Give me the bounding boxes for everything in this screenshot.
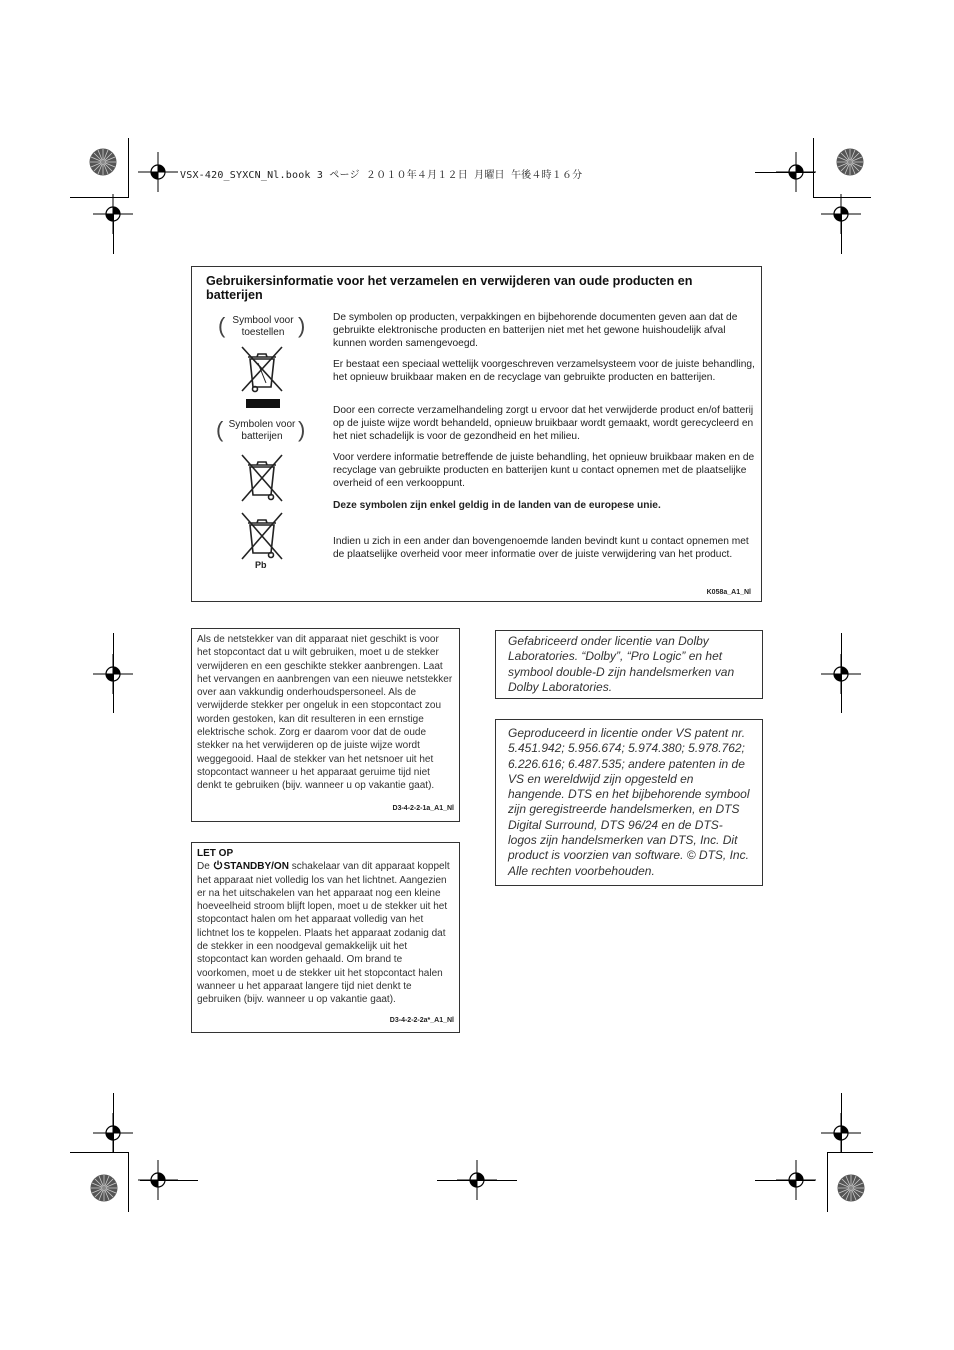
- paren-left: (: [218, 313, 226, 338]
- caution-box: [191, 842, 460, 1033]
- weee-paragraph: Door een correcte verzamelhandeling zorgt u ervoor dat het verwijderde product en/of batterij op de juiste wijze wordt behandeld, opnieuw bruikbaar wordt gemaakt, wordt gerecycleerd en het niet schadelijk is voor de gezondheid en het milieu.: [333, 405, 754, 442]
- crossed-out-wheelie-bin-icon: [238, 511, 286, 563]
- weee-paragraph: Voor verdere informatie betreffende de juiste behandling, het opnieuw bruikbaar maken en de recyclage van gebruikte producten en batterijen kunt u contact opnemen met de plaatselijke overheid of een verkooppunt.: [333, 452, 755, 489]
- starburst-color-bar-icon: [836, 1173, 866, 1203]
- weee-bold-note: Deze symbolen zijn enkel geldig in de landen van de europese unie.: [333, 500, 661, 511]
- registration-mark-icon: [137, 151, 179, 193]
- print-header: VSX-420_SYXCN_Nl.book 3 ページ ２０１０年４月１２日 月曜日 午後４時１６分: [180, 170, 583, 181]
- starburst-color-bar-icon: [835, 147, 865, 177]
- paren-right: ): [298, 417, 306, 442]
- weee-paragraph: Er bestaat een speciaal wettelijk voorgeschreven verzamelsysteem voor de juiste behandling, het opnieuw bruikbaar maken en de recyclage van gebruikte producten en batterijen.: [333, 359, 755, 383]
- starburst-color-bar-icon: [88, 147, 118, 177]
- power-standby-icon: [213, 860, 223, 870]
- dolby-license-box: [495, 630, 763, 699]
- plug-notice-box: [191, 628, 460, 822]
- symbol-devices-label: Symbool voor toestellen: [232, 315, 294, 338]
- weee-info-box: [191, 266, 762, 602]
- dts-license-text: Geproduceerd in licentie onder VS patent nr. 5.451.942; 5.956.674; 5.974.380; 5.978.762; 6.226.616; 6.487.535; andere patenten in de VS en wereldwijd zijn opgesteld en hangende. DTS en het bijbehorende symbool zijn geregistreerde handelsmerken, en DTS Digital Surround, DTS 96/24 en de DTS-logos zijn handelsmerken van DTS, Inc. Dit product is voorzien van software. © DTS, Inc. Alle rechten voorbehouden.: [508, 726, 750, 878]
- plug-notice-code: D3-4-2-2-1a_A1_Nl: [392, 804, 454, 812]
- plug-notice-text: Als de netstekker van dit apparaat niet geschikt is voor het stopcontact dat u wilt gebruiken, moet u de stekker verwijderen en een geschikte stekker aanbrengen. Laat het vervangen en aanbrengen van een nieuwe netstekker over aan vakkundig onderhoudspersoneel. Als de verwijderde stekker per ongeluk in een stopcontact zou worden gestoken, kan dit resulteren in een ernstige elektrische schok. Zorg er daarom voor dat de oude stekker na het verwijderen op de juiste wijze wordt weggegooid. Haal de stekker van het netsnoer uit het stopcontact wanneer u het apparaat geruime tijd niet denkt te gebruiken (bijv. wanneer u op vakantie gaat).: [197, 634, 453, 792]
- dolby-license-text: Gefabriceerd onder licentie van Dolby Laboratories. “Dolby”, “Pro Logic” en het symbool double-D zijn handelsmerken van Dolby Laboratories.: [508, 634, 735, 694]
- weee-paragraph: De symbolen op producten, verpakkingen en bijbehorende documenten geven aan dat de gebruikte elektronische producten en batterijen niet met het gewone huishoudelijk afval kunnen worden samengevoegd.: [333, 312, 738, 349]
- starburst-color-bar-icon: [89, 1173, 119, 1203]
- paren-right: ): [298, 313, 306, 338]
- paren-left: (: [216, 417, 224, 442]
- weee-code: K058a_A1_Nl: [706, 589, 751, 596]
- weee-outside-eu: Indien u zich in een ander dan bovengenoemde landen bevindt kunt u contact opnemen met de plaatselijke overheid voor meer informatie over de juiste verwijdering van het product.: [333, 536, 749, 560]
- crossed-out-wheelie-bin-icon: [238, 453, 286, 505]
- weee-title: Gebruikersinformatie voor het verzamelen en verwijderen van oude producten en batterijen: [206, 274, 693, 302]
- crossed-out-wheelie-bin-icon: [238, 345, 286, 407]
- standby-on-label: STANDBY/ON: [223, 861, 289, 873]
- separate-collection-bar: [246, 399, 280, 408]
- caution-text: [197, 860, 454, 1006]
- dts-license-box: [495, 719, 763, 886]
- pb-label: Pb: [255, 560, 267, 570]
- caution-code: D3-4-2-2-2a*_A1_Nl: [389, 1016, 454, 1024]
- symbol-batteries-label: Symbolen voor batterijen: [228, 419, 296, 442]
- caution-prefix: De: [197, 861, 213, 873]
- caution-heading: LET OP: [197, 848, 234, 859]
- caution-body: schakelaar van dit apparaat koppelt het apparaat niet volledig los van het lichtnet. Aangezien er na het uitschakelen van het apparaat nog een kleine hoeveelheid stroom blijft lopen, moet u de stekker uit het stopcontact halen om het apparaat volledig van het lichtnet los te koppelen. Plaats het apparaat zodanig dat de stekker in een noodgeval gemakkelijk uit het stopcontact kan worden gehaald. Om brand te voorkomen, moet u de stekker uit het stopcontact halen wanneer u het apparaat langere tijd niet denkt te gebruiken (bijv. wanneer u op vakantie gaat).: [197, 861, 450, 1006]
